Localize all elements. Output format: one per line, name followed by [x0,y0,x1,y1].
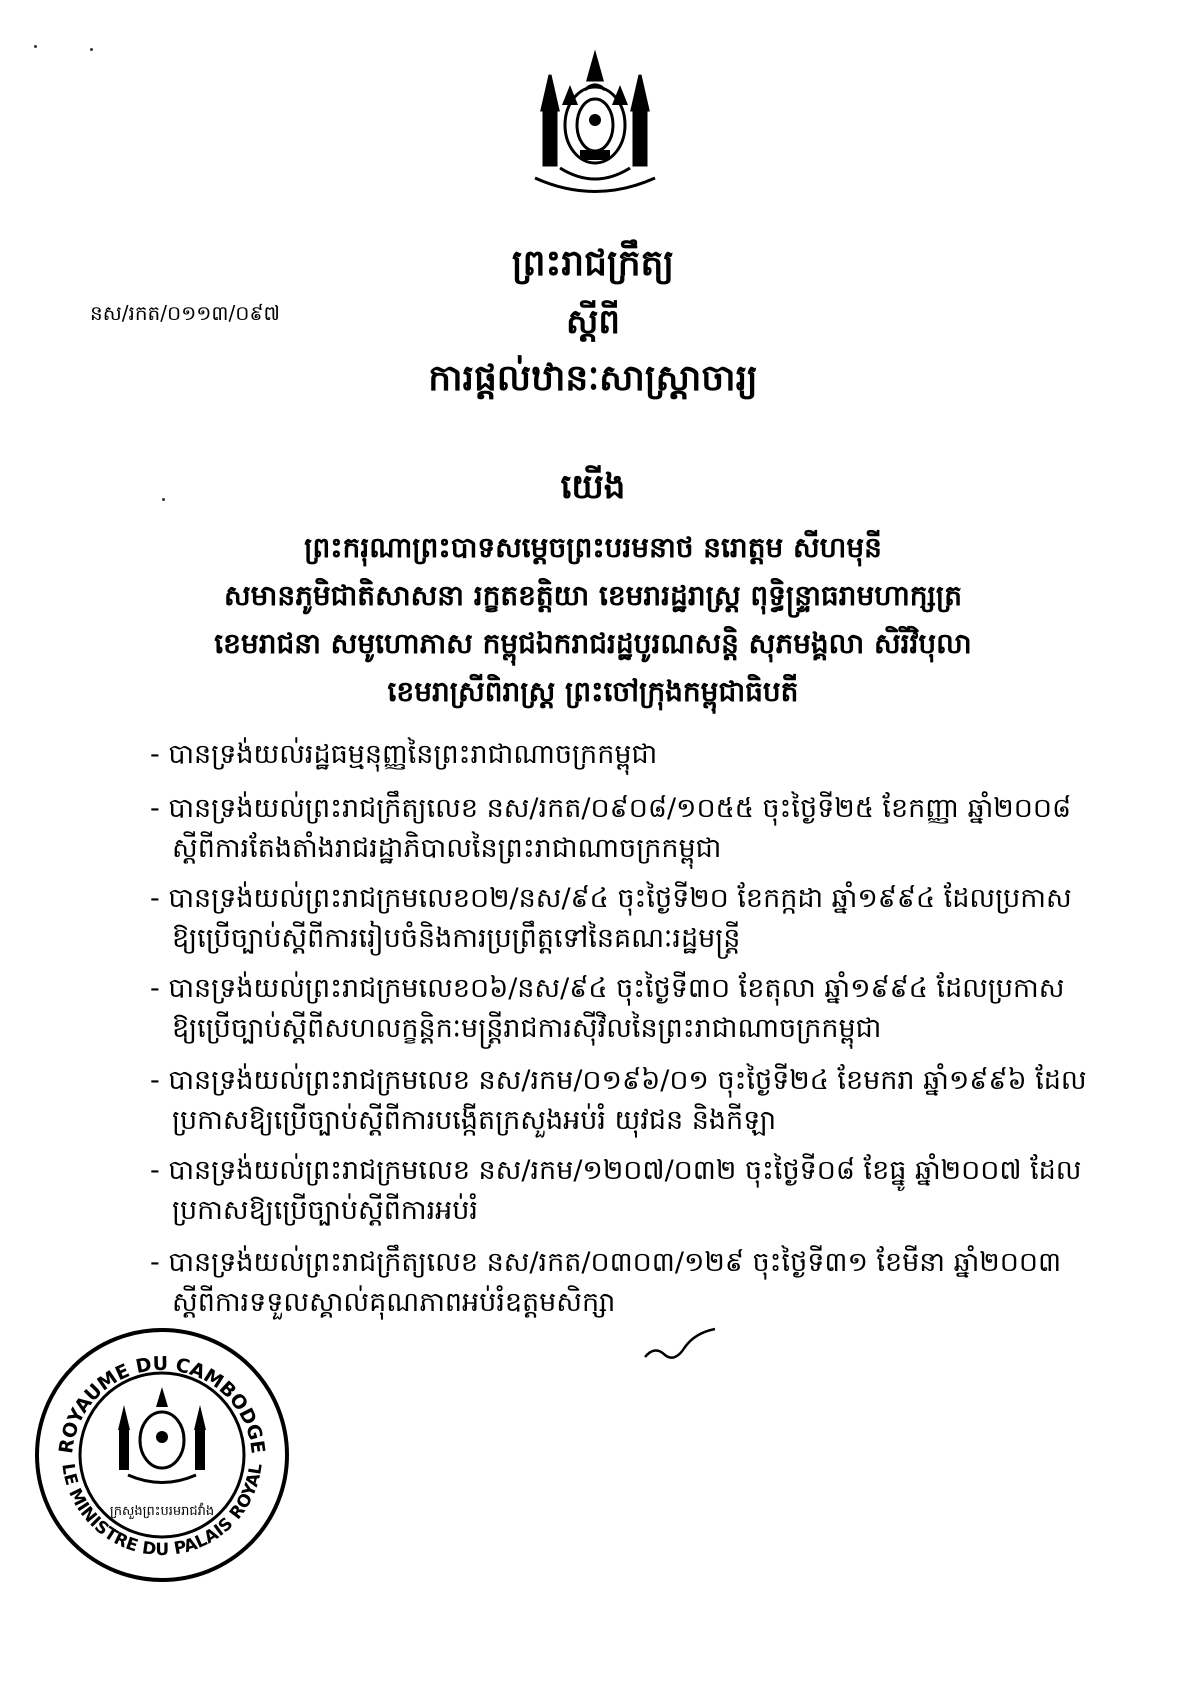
king-title-line: ខេមរាស្រីពិរាស្ត្រ ព្រះចៅក្រុងកម្ពុជាធិបតី [387,675,799,708]
consideration-continuation: ស្តីពីការតែងតាំងរាជរដ្ឋាភិបាលនៃព្រះរាជាណាចក្រកម្ពុជា [172,833,722,864]
seal-inner-text: ក្រសួងព្រះបរមរាជវាំង [109,1504,215,1519]
initials-signature [640,1325,720,1365]
consideration-item: - បានទ្រង់យល់ព្រះរាជក្រមលេខ០៦/នស/៩៤ ចុះថ្ងៃទី៣០ ខែតុលា ឆ្នាំ១៩៩៤ ដែលប្រកាស [150,973,1065,1004]
scan-speck [90,48,93,51]
king-title-line: ព្រះករុណាព្រះបាទសម្តេចព្រះបរមនាថ នរោត្តម សីហមុនី [304,531,882,564]
scan-speck [34,45,37,48]
consideration-continuation: ប្រកាសឱ្យប្រើច្បាប់ស្តីពីការបង្កើតក្រសួងអប់រំ យុវជន និងកីឡា [172,1105,777,1136]
king-title-line: សមានភូមិជាតិសាសនា រក្ខតខត្តិយា ខេមរារដ្ឋរាស្ត្រ ពុទ្ធិន្ទ្រាធរាមហាក្សត្រ [224,579,962,612]
consideration-continuation: ប្រកាសឱ្យប្រើច្បាប់ស្តីពីការអប់រំ [172,1195,478,1226]
reference-number: នស/រកត/០១១៣/០៩៧ [90,301,280,325]
consideration-item: - បានទ្រង់យល់ព្រះរាជក្រឹត្យលេខ នស/រកត/០៣០៣/១២៩ ចុះថ្ងៃទី៣១ ខែមីនា ឆ្នាំ២០០៣ [150,1247,1062,1278]
seal-emblem-icon [118,1387,206,1483]
seal-text-top: ROYAUME DU CAMBODGE [55,1352,269,1455]
seal-text-bottom: LE MINISTRE DU PALAIS ROYAL [57,1462,267,1561]
we-heading: យើង [560,467,626,507]
royal-palace-seal [32,1325,292,1585]
consideration-item: - បានទ្រង់យល់ព្រះរាជក្រមលេខ នស/រកម/១២០៧/០៣២ ចុះថ្ងៃទី០៨ ខែធ្នូ ឆ្នាំ២០០៧ ដែល [150,1155,1082,1186]
consideration-item: - បានទ្រង់យល់ព្រះរាជក្រមលេខ នស/រកម/០១៩៦/០១ ចុះថ្ងៃទី២៤ ខែមករា ឆ្នាំ១៩៩៦ ដែល [150,1065,1087,1096]
consideration-item: - បានទ្រង់យល់ព្រះរាជក្រមលេខ០២/នស/៩៤ ចុះថ្ងៃទី២០ ខែកក្កដា ឆ្នាំ១៩៩៤ ដែលប្រកាស [150,883,1072,914]
decree-title: ព្រះរាជក្រឹត្យ [511,243,675,284]
royal-arms-of-cambodia-icon [530,50,660,200]
decree-topic: ការផ្តល់ឋានៈសាស្ត្រាចារ្យ [428,358,758,399]
decree-subtitle: ស្តីពី [566,302,620,342]
king-title-line: ខេមរាជនា សមូហោភាស កម្ពុជឯករាជរដ្ឋបូរណសន្តិ សុភមង្គលា សិរីវិបុលា [214,627,972,660]
consideration-item: - បានទ្រង់យល់រដ្ឋធម្មនុញ្ញនៃព្រះរាជាណាចក្រកម្ពុជា [150,739,658,770]
scan-speck [162,498,165,501]
consideration-continuation: ឱ្យប្រើច្បាប់ស្តីពីការរៀបចំនិងការប្រព្រឹត្តទៅនៃគណៈរដ្ឋមន្ត្រី [172,923,741,954]
consideration-item: - បានទ្រង់យល់ព្រះរាជក្រឹត្យលេខ នស/រកត/០៩០៨/១០៥៥ ចុះថ្ងៃទី២៥ ខែកញ្ញា ឆ្នាំ២០០៨ [150,793,1072,824]
consideration-continuation: ស្តីពីការទទួលស្គាល់គុណភាពអប់រំឧត្តមសិក្សា [172,1287,616,1318]
consideration-continuation: ឱ្យប្រើច្បាប់ស្តីពីសហលក្ខន្តិកៈមន្ត្រីរាជការស៊ីវិលនៃព្រះរាជាណាចក្រកម្ពុជា [172,1013,882,1044]
